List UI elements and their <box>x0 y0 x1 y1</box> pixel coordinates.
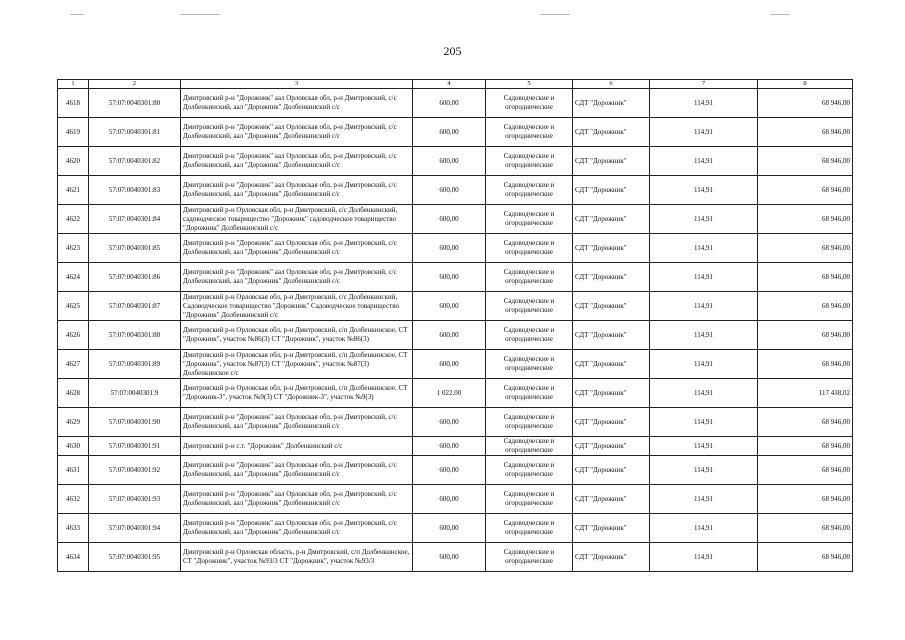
cadastral-number-cell: 57:07:0040301:84 <box>89 205 181 234</box>
cadastral-value-cell: 68 946,00 <box>758 263 853 292</box>
cadastral-value-cell: 68 946,00 <box>758 543 853 572</box>
area-cell: 600,00 <box>413 514 486 543</box>
unit-price-cell: 114,91 <box>650 234 758 263</box>
scan-mark <box>70 14 84 15</box>
area-cell: 600,00 <box>413 263 486 292</box>
address-cell: Дмитровский р-н "Дорожник" аал Орловская обл, р-н Дмитровский, с/с Долбенкинский, аал "Дорожник" Долбенкинский с/с <box>181 514 413 543</box>
table-row <box>58 543 853 572</box>
table-row <box>58 321 853 350</box>
area-cell: 600,00 <box>413 350 486 379</box>
land-use-cell: Садоводческие и огороднические <box>486 321 573 350</box>
area-cell: 600,00 <box>413 118 486 147</box>
table-row <box>58 485 853 514</box>
row-number-cell: 4625 <box>58 292 89 321</box>
column-number: 1 <box>58 80 89 89</box>
table-row <box>58 89 853 118</box>
cadastral-value-cell: 117 438,02 <box>758 379 853 408</box>
owner-cell: СДТ "Дорожник" <box>573 485 650 514</box>
address-cell: Дмитровский р-н с.т. "Дорожник" Долбенкинский с/с <box>181 437 413 456</box>
address-cell: Дмитровский р-н Орловская обл, р-н Дмитровский, с/с Долбенкинский, Садоводческое товарищество "Дорожник" Садоводческое товарищество "Дорожник" Долбенкинский с/с <box>181 292 413 321</box>
land-use-cell: Садоводческие и огороднические <box>486 485 573 514</box>
row-number-cell: 4626 <box>58 321 89 350</box>
land-use-cell: Садоводческие и огороднические <box>486 350 573 379</box>
address-cell: Дмитровский р-н "Дорожник" аал Орловская обл, р-н Дмитровский, с/с Долбенкинский, аал "Дорожник" Долбенкинский с/с <box>181 408 413 437</box>
table-row <box>58 234 853 263</box>
row-number-cell: 4621 <box>58 176 89 205</box>
owner-cell: СДТ "Дорожник" <box>573 543 650 572</box>
land-use-cell: Садоводческие и огороднические <box>486 205 573 234</box>
cadastral-value-cell: 68 946,00 <box>758 205 853 234</box>
owner-cell: СДТ "Дорожник" <box>573 263 650 292</box>
cadastral-number-cell: 57:07:0040301:93 <box>89 485 181 514</box>
unit-price-cell: 114,91 <box>650 350 758 379</box>
column-number: 5 <box>486 80 573 89</box>
address-cell: Дмитровский р-н Орловская обл, р-н Дмитровский, с/с Долбенкинский, садоводческое товарищество "Дорожник" садоводческое товарищество "Дорожник" Долбенкинский с/с <box>181 205 413 234</box>
land-use-cell: Садоводческие и огороднические <box>486 89 573 118</box>
area-cell: 600,00 <box>413 456 486 485</box>
cadastral-value-cell: 68 946,00 <box>758 147 853 176</box>
owner-cell: СДТ "Дорожник" <box>573 292 650 321</box>
cadastral-number-cell: 57:07:0040301:83 <box>89 176 181 205</box>
column-number: 4 <box>413 80 486 89</box>
land-use-cell: Садоводческие и огороднические <box>486 147 573 176</box>
unit-price-cell: 114,91 <box>650 89 758 118</box>
column-number: 3 <box>181 80 413 89</box>
scan-mark <box>180 14 220 15</box>
table-row <box>58 205 853 234</box>
owner-cell: СДТ "Дорожник" <box>573 456 650 485</box>
owner-cell: СДТ "Дорожник" <box>573 437 650 456</box>
owner-cell: СДТ "Дорожник" <box>573 89 650 118</box>
cadastral-number-cell: 57:07:0040301:92 <box>89 456 181 485</box>
land-use-cell: Садоводческие и огороднические <box>486 408 573 437</box>
area-cell: 1 022,00 <box>413 379 486 408</box>
land-use-cell: Садоводческие и огороднические <box>486 543 573 572</box>
unit-price-cell: 114,91 <box>650 321 758 350</box>
land-use-cell: Садоводческие и огороднические <box>486 456 573 485</box>
area-cell: 600,00 <box>413 292 486 321</box>
area-cell: 600,00 <box>413 205 486 234</box>
cadastral-value-cell: 68 946,00 <box>758 176 853 205</box>
column-number-row <box>58 80 853 89</box>
land-registry-table <box>57 79 853 572</box>
cadastral-value-cell: 68 946,00 <box>758 514 853 543</box>
unit-price-cell: 114,91 <box>650 543 758 572</box>
row-number-cell: 4624 <box>58 263 89 292</box>
land-use-cell: Садоводческие и огороднические <box>486 234 573 263</box>
cadastral-number-cell: 57:07:0040301:82 <box>89 147 181 176</box>
cadastral-value-cell: 68 946,00 <box>758 321 853 350</box>
owner-cell: СДТ "Дорожник" <box>573 514 650 543</box>
cadastral-number-cell: 57:07:0040301:81 <box>89 118 181 147</box>
page-number: 205 <box>443 44 462 58</box>
owner-cell: СДТ "Дорожник" <box>573 176 650 205</box>
owner-cell: СДТ "Дорожник" <box>573 350 650 379</box>
land-use-cell: Садоводческие и огороднические <box>486 437 573 456</box>
owner-cell: СДТ "Дорожник" <box>573 205 650 234</box>
column-number: 6 <box>573 80 650 89</box>
area-cell: 600,00 <box>413 89 486 118</box>
unit-price-cell: 114,91 <box>650 437 758 456</box>
unit-price-cell: 114,91 <box>650 263 758 292</box>
unit-price-cell: 114,91 <box>650 456 758 485</box>
column-number: 8 <box>758 80 853 89</box>
cadastral-number-cell: 57:07:0040301:89 <box>89 350 181 379</box>
row-number-cell: 4628 <box>58 379 89 408</box>
table-row <box>58 263 853 292</box>
address-cell: Дмитровский р-н "Дорожник" аал Орловская обл, р-н Дмитровский, с/с Долбенкинский, аал "Дорожник" Долбенкинский с/с <box>181 234 413 263</box>
table-row <box>58 379 853 408</box>
area-cell: 600,00 <box>413 234 486 263</box>
cadastral-number-cell: 57:07:0040301:9 <box>89 379 181 408</box>
cadastral-number-cell: 57:07:0040301:88 <box>89 321 181 350</box>
owner-cell: СДТ "Дорожник" <box>573 379 650 408</box>
address-cell: Дмитровский р-н "Дорожник" аал Орловская обл, р-н Дмитровский, с/с Долбенкинский, аал "Дорожник" Долбенкинский с/с <box>181 263 413 292</box>
land-use-cell: Садоводческие и огороднические <box>486 118 573 147</box>
table-row <box>58 176 853 205</box>
row-number-cell: 4631 <box>58 456 89 485</box>
area-cell: 600,00 <box>413 408 486 437</box>
land-use-cell: Садоводческие и огороднические <box>486 379 573 408</box>
address-cell: Дмитровский р-н "Дорожник" аал Орловская обл, р-н Дмитровский, с/с Долбенкинский, аал "Дорожник" Долбенкинский с/с <box>181 176 413 205</box>
address-cell: Дмитровский р-н "Дорожник" аал Орловская обл, р-н Дмитровский, с/с Долбенкинский, аал "Дорожник" Долбенкинский с/с <box>181 456 413 485</box>
cadastral-value-cell: 68 946,00 <box>758 292 853 321</box>
row-number-cell: 4633 <box>58 514 89 543</box>
cadastral-number-cell: 57:07:0040301:80 <box>89 89 181 118</box>
scan-mark <box>540 14 570 15</box>
table-row <box>58 350 853 379</box>
cadastral-value-cell: 68 946,00 <box>758 485 853 514</box>
cadastral-value-cell: 68 946,00 <box>758 118 853 147</box>
owner-cell: СДТ "Дорожник" <box>573 321 650 350</box>
unit-price-cell: 114,91 <box>650 176 758 205</box>
owner-cell: СДТ "Дорожник" <box>573 408 650 437</box>
unit-price-cell: 114,91 <box>650 514 758 543</box>
row-number-cell: 4632 <box>58 485 89 514</box>
cadastral-value-cell: 68 946,00 <box>758 456 853 485</box>
row-number-cell: 4623 <box>58 234 89 263</box>
table-row <box>58 456 853 485</box>
table-row <box>58 514 853 543</box>
address-cell: Дмитровский р-н Орловская обл, р-н Дмитровский, с/п Долбенкинское, СТ "Дорожник-3", участок №9(3) СТ "Дорожник-3", участок №9(3) <box>181 379 413 408</box>
land-use-cell: Садоводческие и огороднические <box>486 292 573 321</box>
row-number-cell: 4630 <box>58 437 89 456</box>
land-use-cell: Садоводческие и огороднические <box>486 263 573 292</box>
area-cell: 600,00 <box>413 147 486 176</box>
cadastral-value-cell: 68 946,00 <box>758 408 853 437</box>
row-number-cell: 4619 <box>58 118 89 147</box>
unit-price-cell: 114,91 <box>650 408 758 437</box>
cadastral-number-cell: 57:07:0040301:94 <box>89 514 181 543</box>
address-cell: Дмитровский р-н Орловская обл, р-н Дмитровский, с/п Долбенкинское, СТ "Дорожник", участок №87(3) СТ "Дорожник", участок №87(3) Долбенкинское с/с <box>181 350 413 379</box>
address-cell: Дмитровский р-н "Дорожник" аал Орловская обл, р-н Дмитровский, с/с Долбенкинский, аал "Дорожник" Долбенкинский с/с <box>181 485 413 514</box>
cadastral-value-cell: 68 946,00 <box>758 350 853 379</box>
address-cell: Дмитровский р-н Орловская область, р-н Дмитровский, с/п Долбенкинское, СТ "Дорожник", участок №93/3 СТ "Дорожник", участок №93/3 <box>181 543 413 572</box>
land-use-cell: Садоводческие и огороднические <box>486 176 573 205</box>
unit-price-cell: 114,91 <box>650 485 758 514</box>
owner-cell: СДТ "Дорожник" <box>573 118 650 147</box>
area-cell: 600,00 <box>413 437 486 456</box>
cadastral-number-cell: 57:07:0040301:87 <box>89 292 181 321</box>
area-cell: 600,00 <box>413 485 486 514</box>
unit-price-cell: 114,91 <box>650 205 758 234</box>
owner-cell: СДТ "Дорожник" <box>573 147 650 176</box>
cadastral-number-cell: 57:07:0040301:86 <box>89 263 181 292</box>
cadastral-number-cell: 57:07:0040301:85 <box>89 234 181 263</box>
table-row <box>58 408 853 437</box>
row-number-cell: 4629 <box>58 408 89 437</box>
cadastral-value-cell: 68 946,00 <box>758 89 853 118</box>
row-number-cell: 4634 <box>58 543 89 572</box>
row-number-cell: 4618 <box>58 89 89 118</box>
owner-cell: СДТ "Дорожник" <box>573 234 650 263</box>
table-row <box>58 147 853 176</box>
address-cell: Дмитровский р-н "Дорожник" аал Орловская обл, р-н Дмитровский, с/с Долбенкинский, аал "Дорожник" Долбенкинский с/с <box>181 118 413 147</box>
cadastral-number-cell: 57:07:0040301:90 <box>89 408 181 437</box>
address-cell: Дмитровский р-н "Дорожник" аал Орловская обл, р-н Дмитровский, с/с Долбенкинский, аал "Дорожник" Долбенкинский с/с <box>181 89 413 118</box>
table-row <box>58 292 853 321</box>
cadastral-value-cell: 68 946,00 <box>758 437 853 456</box>
unit-price-cell: 114,91 <box>650 147 758 176</box>
column-number: 7 <box>650 80 758 89</box>
unit-price-cell: 114,91 <box>650 292 758 321</box>
table-row <box>58 437 853 456</box>
row-number-cell: 4620 <box>58 147 89 176</box>
table-row <box>58 118 853 147</box>
unit-price-cell: 114,91 <box>650 379 758 408</box>
column-number: 2 <box>89 80 181 89</box>
area-cell: 600,00 <box>413 321 486 350</box>
scan-mark <box>770 14 790 15</box>
cadastral-number-cell: 57:07:0040301:95 <box>89 543 181 572</box>
address-cell: Дмитровский р-н "Дорожник" аал Орловская обл, р-н Дмитровский, с/с Долбенкинский, аал "Дорожник" Долбенкинский с/с <box>181 147 413 176</box>
cadastral-value-cell: 68 946,00 <box>758 234 853 263</box>
row-number-cell: 4622 <box>58 205 89 234</box>
row-number-cell: 4627 <box>58 350 89 379</box>
address-cell: Дмитровский р-н Орловская обл, р-н Дмитровский, с/п Долбенкинское, СТ "Дорожник", участок №86(3) СТ "Дорожник", участок №86(3) <box>181 321 413 350</box>
cadastral-number-cell: 57:07:0040301:91 <box>89 437 181 456</box>
area-cell: 600,00 <box>413 543 486 572</box>
land-use-cell: Садоводческие и огороднические <box>486 514 573 543</box>
table-body <box>58 80 853 572</box>
area-cell: 600,00 <box>413 176 486 205</box>
unit-price-cell: 114,91 <box>650 118 758 147</box>
